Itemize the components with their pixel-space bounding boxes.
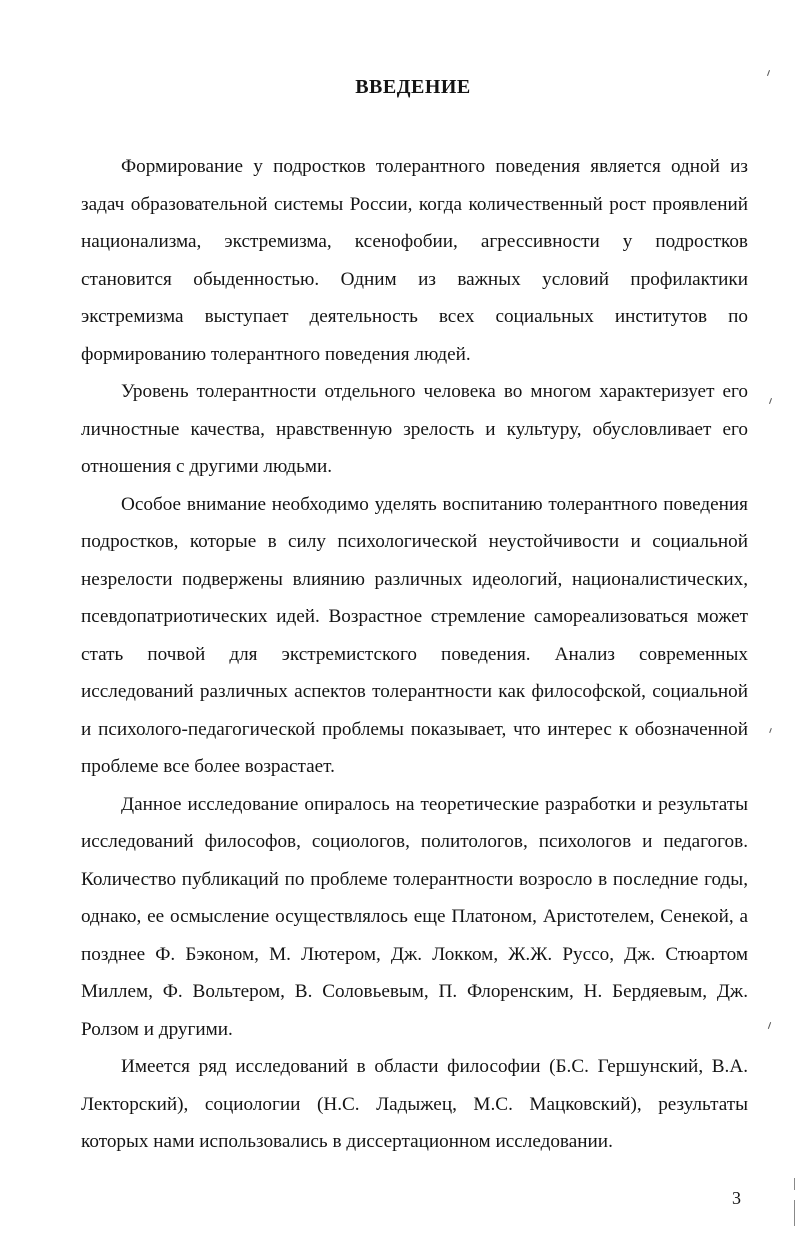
- scan-edge-mark: [794, 1178, 795, 1190]
- paragraph-1: Формирование у подростков толерантного поведения является одной из задач образовательной системы России, когда количественный рост проявлений национализма, экстремизма, ксенофобии, агрессивности у подростков становится обыденностью. Одним из важных условий профилактики экстремизма выступает деятельность всех социальных институтов по формированию толерантного поведения людей.: [81, 156, 748, 365]
- scan-edge-mark: [794, 1200, 795, 1226]
- page-number: 3: [732, 1188, 741, 1208]
- document-body: [81, 148, 748, 1161]
- paragraph-4: Данное исследование опиралось на теоретические разработки и результаты исследований философов, социологов, политологов, психологов и педагогов. Количество публикаций по проблеме толерантности возросло в последние годы, однако, ее осмысление осуществлялось еще Платоном, Аристотелем, Сенекой, а позднее Ф. Бэконом, М. Лютером, Дж. Локком, Ж.Ж. Руссо, Дж. Стюартом Миллем, Ф. Вольтером, В. Соловьевым, П. Флоренским, Н. Бердяевым, Дж. Ролзом и другими.: [81, 793, 748, 1040]
- scan-speck: [769, 398, 772, 404]
- paragraph-5: Имеется ряд исследований в области философии (Б.С. Гершунский, В.А. Лекторский), социологии (Н.С. Ладыжец, М.С. Мацковский), результаты которых нами использовались в диссертационном исследовании.: [81, 1056, 748, 1152]
- page-title: ВВЕДЕНИЕ: [355, 76, 471, 98]
- paragraph-2: Уровень толерантности отдельного человека во многом характеризует его личностные качества, нравственную зрелость и культуру, обусловливает его отношения с другими людьми.: [81, 381, 748, 477]
- scan-speck: [768, 1022, 771, 1029]
- paragraph-3: Особое внимание необходимо уделять воспитанию толерантного поведения подростков, которые в силу психологической неустойчивости и социальной незрелости подвержены влиянию различных идеологий, националистических, псевдопатриотических идей. Возрастное стремление самореализоваться может стать почвой для экстремистского поведения. Анализ современных исследований различных аспектов толерантности как философской, социальной и психолого-педагогической проблемы показывает, что интерес к обозначенной проблеме все более возрастает.: [81, 493, 748, 777]
- scan-speck: [769, 728, 772, 733]
